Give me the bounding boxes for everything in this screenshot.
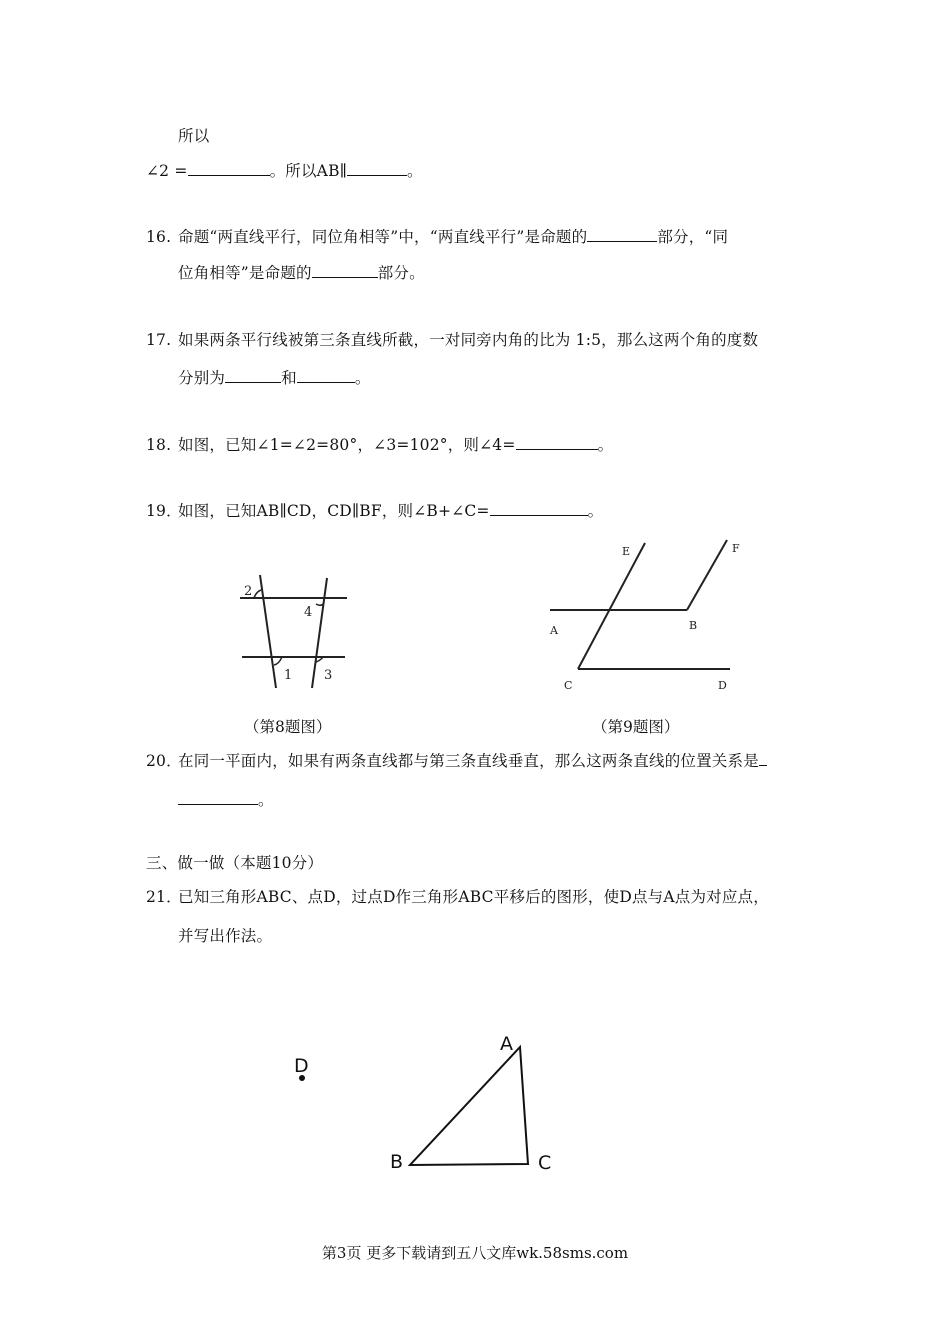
q16-text-d: 部分。 [377, 264, 425, 282]
fig8-label-3: 3 [324, 668, 333, 683]
section3-title: 三、做一做（本题10分） [146, 854, 324, 872]
q16-line1 [146, 226, 728, 248]
fig9-label-B: B [689, 619, 698, 632]
q16-text-a: 命题“两直线平行，同位角相等”中，“两直线平行”是命题的 [178, 228, 588, 246]
fig21-label-A: A [500, 1033, 513, 1055]
q17-blank-angle1[interactable] [225, 368, 281, 383]
q21-line2: 并写出作法。 [178, 927, 273, 945]
q17-text-b: 和 [281, 369, 297, 387]
q20-number: 20． [146, 752, 182, 770]
fig8-label-1: 1 [284, 668, 293, 683]
q17-line2 [178, 367, 371, 389]
fig8-label-4: 4 [304, 605, 313, 620]
q20-text: 在同一平面内，如果有两条直线都与第三条直线垂直，那么这两条直线的位置关系是 [178, 752, 759, 770]
fig9-label-D: D [718, 679, 727, 692]
q16-number: 16. [146, 228, 172, 246]
q18-line [146, 434, 613, 456]
q17-number: 17. [146, 331, 172, 349]
q16-line2 [178, 262, 425, 284]
fig9-line-BF [687, 540, 727, 610]
q16-text-c: 位角相等”是命题的 [178, 264, 312, 282]
q17-text: 如果两条平行线被第三条直线所截，一对同旁内角的比为 1:5，那么这两个角的度数 [178, 331, 759, 349]
q17-text-a: 分别为 [178, 369, 226, 387]
q17-blank-angle2[interactable] [297, 368, 355, 383]
figure9-diagram [540, 535, 760, 700]
q15-answer-line [146, 160, 423, 182]
q19-text-a: 如图，已知AB∥CD，CD∥BF，则∠B+∠C= [178, 502, 490, 520]
q16-blank-condition[interactable] [587, 227, 657, 242]
fig8-angle1-arc [274, 657, 282, 665]
q20-line1 [146, 750, 767, 772]
page-footer: 第3页 更多下载请到五八文库wk.58sms.com [321, 1244, 629, 1262]
fig8-angle2-arc [254, 590, 261, 598]
q19-number: 19． [146, 502, 182, 520]
fig9-label-A: A [550, 624, 558, 637]
q15-parallel-text: 。所以AB∥ [269, 162, 348, 180]
triangle-ABC [410, 1047, 528, 1165]
q15-blank-angle2[interactable] [188, 161, 270, 176]
q18-number: 18. [146, 436, 172, 454]
q15-period: 。 [407, 162, 423, 180]
q20-blank-relation[interactable] [178, 790, 258, 805]
q15-angle-label: ∠2 = [146, 162, 188, 180]
q20-period: 。 [258, 791, 274, 809]
figure21-diagram [280, 1030, 570, 1180]
fig9-label-C: C [564, 679, 573, 692]
q18-text-b: 。 [597, 436, 614, 454]
fig8-left-transversal [260, 575, 276, 688]
fig21-label-B: B [390, 1151, 404, 1173]
q21-text: 已知三角形ABC、点D，过点D作三角形ABC平移后的图形，使D点与A点为对应点， [178, 888, 769, 906]
figure8-caption: （第8题图） [244, 718, 332, 736]
q17-line1 [146, 329, 758, 351]
figure9-caption: （第9题图） [592, 718, 680, 736]
q21-line1 [146, 886, 769, 908]
q19-line [146, 500, 603, 522]
fig21-label-C: C [538, 1152, 552, 1174]
q15-continuation [178, 125, 209, 147]
q21-number: 21． [146, 888, 182, 906]
fig9-line-CE [578, 543, 645, 669]
q18-text-a: 如图，已知∠1=∠2=80°，∠3=102°，则∠4= [178, 436, 516, 454]
fig9-label-E: E [622, 545, 631, 558]
q20-blank-start[interactable] [759, 751, 767, 766]
q17-text-c: 。 [354, 369, 371, 387]
q16-text-b: 部分，“同 [657, 228, 729, 246]
q15-blank-parallel[interactable] [347, 161, 407, 176]
q18-blank-angle4[interactable] [516, 435, 598, 450]
q20-line2 [178, 789, 274, 811]
figure8-diagram [230, 565, 360, 695]
q15-line1-text: 所以 [178, 127, 210, 145]
fig8-label-2: 2 [244, 584, 253, 599]
q19-text-b: 。 [587, 502, 604, 520]
q19-blank-sum[interactable] [490, 501, 588, 516]
fig8-angle4-arc [316, 603, 324, 605]
fig21-label-D: D [294, 1055, 309, 1077]
fig9-label-F: F [732, 542, 740, 555]
q16-blank-conclusion[interactable] [312, 263, 378, 278]
